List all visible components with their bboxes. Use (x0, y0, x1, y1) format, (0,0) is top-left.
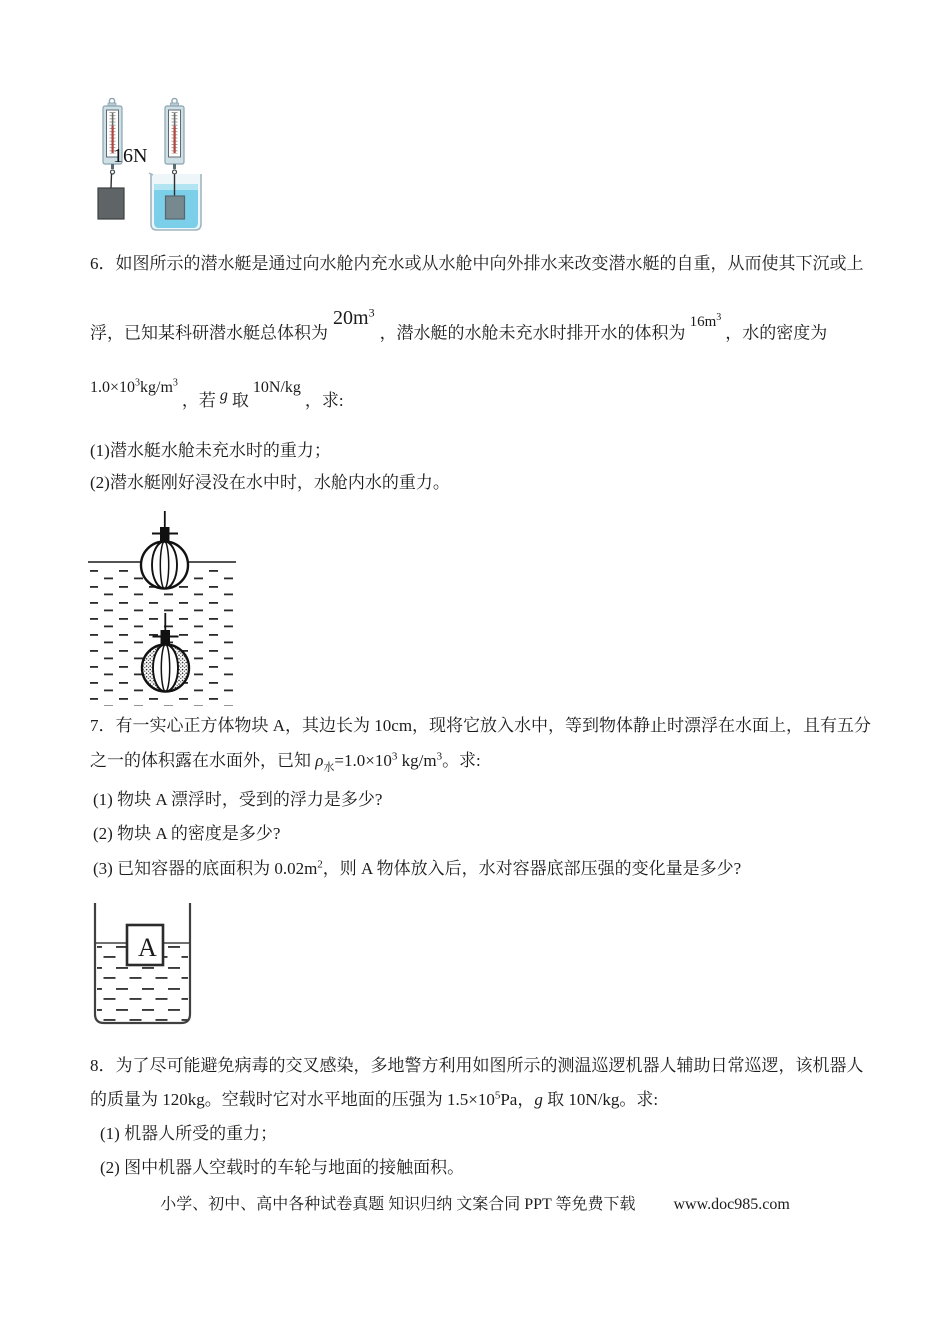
q6-line2-mid: ，潜水艇的水舱未充水时排开水的体积为 (379, 323, 686, 343)
q6-line3-t1: ，若 (181, 391, 216, 410)
q6-line2-pre: 浮，已知某科研潜水艇总体积为 (90, 323, 328, 343)
submarine-floating (141, 511, 188, 589)
q8-line2-t1: 的质量为 120kg。空载时它对水平地面的压强为 1.5×10 (90, 1090, 495, 1109)
submerged-block (166, 196, 185, 219)
spring-scale-figure (88, 96, 210, 238)
footer-services-text: 小学、初中、高中各种试卷真题 知识归纳 文案合同 PPT 等免费下载 (160, 1196, 636, 1213)
q7-item3-exp: 2 (317, 858, 323, 871)
q7-item3-pre: (3) 已知容器的底面积为 0.02m (93, 859, 318, 878)
q7-item3-post: ，则 A 物体放入后，水对容器底部压强的变化量是多少? (322, 859, 742, 878)
q7-exp2: 3 (436, 750, 443, 763)
hanging-block (98, 188, 124, 219)
q6-g-value-equation: 10N/kg (252, 379, 301, 396)
q7-line2 (90, 750, 481, 775)
q6-line2-post: ，水的密度为 (725, 323, 828, 343)
q8-gravity-symbol: g (534, 1090, 543, 1109)
q6-gravity-symbol: g (219, 387, 228, 404)
q8-item1: (1) 机器人所受的重力； (100, 1124, 278, 1143)
q8-pressure-exp: 5 (494, 1089, 501, 1102)
block-a-label: A (138, 933, 157, 962)
q7-rho-symbol: ρ (315, 751, 324, 770)
q6-volume-displaced-equation: $16m^3$ (689, 311, 722, 330)
footer-site-link[interactable]: www.doc985.com (673, 1196, 790, 1213)
q8-line2-t2: Pa， (500, 1090, 535, 1109)
block-a (127, 925, 163, 965)
q8-item2: (2) 图中机器人空载时的车轮与地面的接触面积。 (100, 1158, 465, 1177)
q6-line3-t2: 取 (231, 391, 249, 410)
q7-item3 (93, 858, 741, 879)
spring-scale-right (165, 98, 184, 174)
page-footer (0, 1191, 950, 1214)
floating-block-figure (90, 900, 195, 1030)
q6-volume-total-equation: $20m^3$ (333, 305, 375, 329)
q8-line2-t3: 取 10N/kg。求: (542, 1090, 659, 1109)
beaker-with-water (149, 173, 201, 230)
q8-line2 (90, 1089, 658, 1110)
q6-line2 (90, 305, 828, 346)
q7-item2: (2) 物块 A 的密度是多少? (93, 824, 281, 843)
submarine-figure (88, 503, 238, 708)
q7-rho-subscript: 水 (323, 761, 335, 774)
q6-line3-t3: ，求: (304, 391, 344, 410)
q6-density-equation: $1.0\times 10^3kg/m^3$ (90, 377, 178, 396)
q7-line2-post: 。求: (442, 751, 481, 770)
q7-line2-pre: 之一的体积露在水面外，已知 (90, 751, 316, 770)
q6-item2: (2)潜水艇刚好浸没在水中时，水舱内水的重力。 (90, 473, 450, 492)
q6-item1: (1)潜水艇水舱未充水时的重力； (90, 441, 331, 460)
q6-line1: 6．如图所示的潜水艇是通过向水舱内充水或从水舱中向外排水来改变潜水艇的自重，从而使其下沉或上 (90, 254, 864, 273)
q7-line1: 7．有一实心正方体物块 A，其边长为 10cm，现将它放入水中，等到物体静止时漂浮在水面上，且有五分 (90, 716, 872, 735)
q7-item1: (1) 物块 A 漂浮时，受到的浮力是多少? (93, 790, 383, 809)
q7-line2-t1: =1.0×10 (334, 751, 392, 770)
q6-line3 (90, 377, 344, 412)
q7-exp1: 3 (391, 750, 398, 763)
q7-line2-t2: kg/m (397, 751, 437, 770)
q8-line1: 8．为了尽可能避免病毒的交叉感染，多地警方利用如图所示的测温巡逻机器人辅助日常巡逻，该机器人 (90, 1056, 864, 1075)
scale-reading-label: 16N (113, 145, 148, 167)
